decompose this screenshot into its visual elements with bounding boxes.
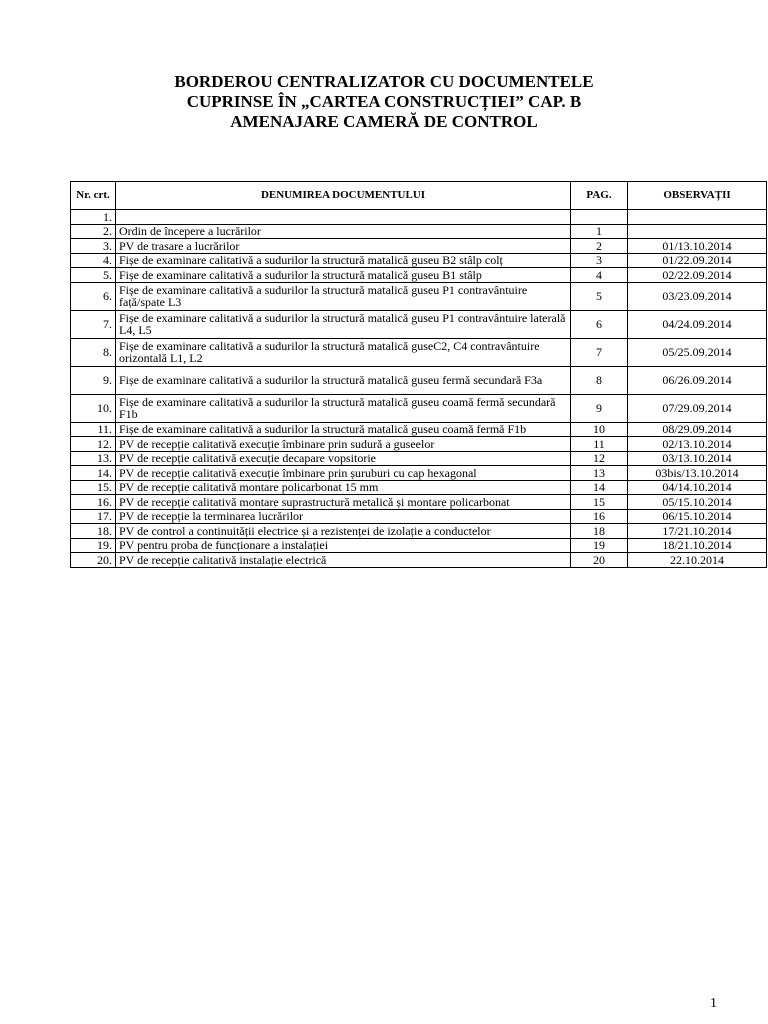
row-page: 1: [571, 224, 628, 239]
row-nr: 16.: [71, 495, 116, 510]
row-document-name: PV de recepție calitativă execuție decapare vopsitorie: [116, 451, 571, 466]
table-row: [71, 495, 767, 510]
table-header-row: [71, 182, 767, 210]
row-page: 19: [571, 538, 628, 553]
row-observations: 01/22.09.2014: [628, 253, 767, 268]
row-nr: 5.: [71, 268, 116, 283]
table-row: [71, 338, 767, 366]
table-row: [71, 394, 767, 422]
row-nr: 1.: [71, 210, 116, 225]
row-document-name: Fișe de examinare calitativă a sudurilor la structură matalică guseu P1 contravântuire laterală L4, L5: [116, 310, 571, 338]
row-nr: 18.: [71, 524, 116, 539]
row-observations: 07/29.09.2014: [628, 394, 767, 422]
row-observations: [628, 210, 767, 225]
row-document-name: Fișe de examinare calitativă a sudurilor la structură matalică guseu B2 stâlp colț: [116, 253, 571, 268]
row-page: 14: [571, 480, 628, 495]
row-observations: 06/15.10.2014: [628, 509, 767, 524]
row-nr: 17.: [71, 509, 116, 524]
row-nr: 12.: [71, 437, 116, 452]
row-page: 11: [571, 437, 628, 452]
table-row: [71, 210, 767, 225]
row-observations: 04/14.10.2014: [628, 480, 767, 495]
table-row: [71, 509, 767, 524]
row-page: 16: [571, 509, 628, 524]
documents-table: [70, 181, 767, 568]
row-page: 13: [571, 466, 628, 481]
row-nr: 7.: [71, 310, 116, 338]
row-document-name: PV de recepție la terminarea lucrărilor: [116, 509, 571, 524]
row-observations: 22.10.2014: [628, 553, 767, 568]
row-nr: 20.: [71, 553, 116, 568]
row-page: 12: [571, 451, 628, 466]
row-nr: 19.: [71, 538, 116, 553]
row-document-name: PV de recepție calitativă instalație electrică: [116, 553, 571, 568]
row-observations: 03/13.10.2014: [628, 451, 767, 466]
row-observations: [628, 224, 767, 239]
document-title: [0, 72, 768, 132]
row-observations: 02/22.09.2014: [628, 268, 767, 283]
row-nr: 4.: [71, 253, 116, 268]
header-nr-crt: Nr. crt.: [71, 182, 116, 210]
row-page: 15: [571, 495, 628, 510]
row-observations: 05/15.10.2014: [628, 495, 767, 510]
row-observations: 02/13.10.2014: [628, 437, 767, 452]
row-document-name: PV de recepție calitativă execuție îmbinare prin sudură a guseelor: [116, 437, 571, 452]
table-row: [71, 253, 767, 268]
page-number: 1: [710, 996, 717, 1011]
row-page: 9: [571, 394, 628, 422]
row-observations: 01/13.10.2014: [628, 239, 767, 254]
row-nr: 15.: [71, 480, 116, 495]
row-observations: 05/25.09.2014: [628, 338, 767, 366]
table-row: [71, 451, 767, 466]
row-observations: 03/23.09.2014: [628, 282, 767, 310]
row-observations: 17/21.10.2014: [628, 524, 767, 539]
title-line-1: BORDEROU CENTRALIZATOR CU DOCUMENTELE: [174, 72, 594, 91]
row-document-name: PV de trasare a lucrărilor: [116, 239, 571, 254]
row-nr: 13.: [71, 451, 116, 466]
table-row: [71, 524, 767, 539]
row-page: 2: [571, 239, 628, 254]
row-document-name: Fișe de examinare calitativă a sudurilor la structură matalică guseu coamă fermă F1b: [116, 422, 571, 437]
row-page: 20: [571, 553, 628, 568]
row-observations: 18/21.10.2014: [628, 538, 767, 553]
row-page: 4: [571, 268, 628, 283]
row-document-name: PV pentru proba de funcționare a instalației: [116, 538, 571, 553]
table-row: [71, 466, 767, 481]
title-line-2: CUPRINSE ÎN „CARTEA CONSTRUCȚIEI” CAP. B: [186, 92, 582, 111]
table-row: [71, 553, 767, 568]
table-row: [71, 538, 767, 553]
row-page: 10: [571, 422, 628, 437]
row-nr: 11.: [71, 422, 116, 437]
row-page: 18: [571, 524, 628, 539]
table-row: [71, 422, 767, 437]
row-document-name: Fișe de examinare calitativă a sudurilor la structură matalică guseu B1 stâlp: [116, 268, 571, 283]
row-page: 6: [571, 310, 628, 338]
row-page: 5: [571, 282, 628, 310]
row-observations: 03bis/13.10.2014: [628, 466, 767, 481]
table-row: [71, 480, 767, 495]
title-line-3: AMENAJARE CAMERĂ DE CONTROL: [230, 112, 538, 131]
table-row: [71, 366, 767, 394]
row-document-name: Fișe de examinare calitativă a sudurilor la structură matalică guseC2, C4 contravântuire orizontală L1, L2: [116, 338, 571, 366]
row-document-name: PV de recepție calitativă execuție îmbinare prin șuruburi cu cap hexagonal: [116, 466, 571, 481]
row-page: [571, 210, 628, 225]
row-nr: 2.: [71, 224, 116, 239]
row-nr: 6.: [71, 282, 116, 310]
table-row: [71, 310, 767, 338]
row-observations: 08/29.09.2014: [628, 422, 767, 437]
row-nr: 14.: [71, 466, 116, 481]
table-row: [71, 239, 767, 254]
row-nr: 10.: [71, 394, 116, 422]
row-document-name: Ordin de începere a lucrărilor: [116, 224, 571, 239]
row-document-name: Fișe de examinare calitativă a sudurilor la structură matalică guseu coamă fermă secundară F1b: [116, 394, 571, 422]
table-row: [71, 268, 767, 283]
table-row: [71, 224, 767, 239]
row-document-name: Fișe de examinare calitativă a sudurilor la structură matalică guseu fermă secundară F3a: [116, 366, 571, 394]
row-observations: 06/26.09.2014: [628, 366, 767, 394]
header-document-name: DENUMIREA DOCUMENTULUI: [116, 182, 571, 210]
row-nr: 8.: [71, 338, 116, 366]
row-page: 3: [571, 253, 628, 268]
row-page: 7: [571, 338, 628, 366]
table-row: [71, 282, 767, 310]
row-document-name: PV de recepție calitativă montare suprastructură metalică și montare policarbonat: [116, 495, 571, 510]
row-document-name: [116, 210, 571, 225]
row-nr: 3.: [71, 239, 116, 254]
header-observations: OBSERVAȚII: [628, 182, 767, 210]
row-document-name: Fișe de examinare calitativă a sudurilor la structură matalică guseu P1 contravântuire față/spate L3: [116, 282, 571, 310]
row-document-name: PV de recepție calitativă montare policarbonat 15 mm: [116, 480, 571, 495]
table-row: [71, 437, 767, 452]
row-nr: 9.: [71, 366, 116, 394]
row-document-name: PV de control a continuității electrice și a rezistenței de izolație a conductelor: [116, 524, 571, 539]
row-observations: 04/24.09.2014: [628, 310, 767, 338]
row-page: 8: [571, 366, 628, 394]
header-page: PAG.: [571, 182, 628, 210]
